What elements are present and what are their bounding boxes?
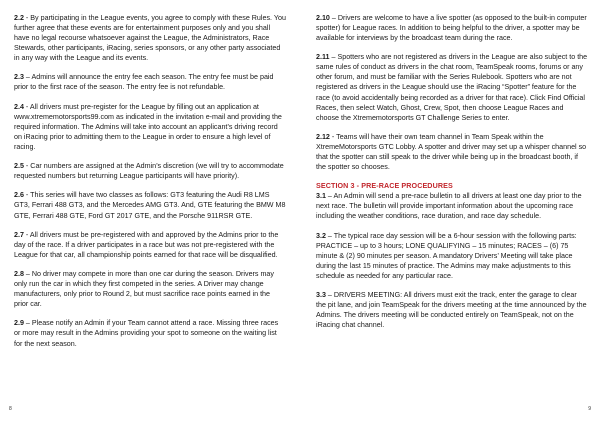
rule-text: - Car numbers are assigned at the Admin’s discretion (we will try to accommodate requested numbers but returning League participants will have priority).: [14, 162, 284, 181]
rule-2-4: [14, 102, 286, 152]
rule-2-6: [14, 190, 286, 220]
rule-3-2: [316, 231, 588, 281]
rule-text: – Admins will announce the entry fee each season. The entry fee must be paid prior to the first race of the season. The entry fee is not refundable.: [14, 73, 274, 92]
rule-3-1: [316, 191, 588, 221]
rule-2-12: [316, 132, 588, 172]
rule-number: 2.3: [14, 73, 24, 82]
rule-2-9: [14, 318, 286, 348]
page-number: 9: [588, 406, 591, 412]
rule-2-8: [14, 269, 286, 309]
rule-2-3: [14, 72, 286, 92]
rule-number: 2.4: [14, 102, 24, 111]
rule-number: 3.1: [316, 192, 326, 201]
rule-number: 3.3: [316, 291, 326, 300]
rule-number: 2.10: [316, 14, 330, 22]
rule-text: – Spotters who are not registered as drivers in the League are also subject to the same rules of conduct as drivers in the chat room, TeamSpeak rooms, forums or any other forum, and must be familiar with the Series Rulebook. Spotters who are not registered as drivers in the League should use the iRacing “Spotter” feature for the race (to avoid accidentally being recorded as a driver for that race). Click Find Official Races, then select Watch, Ghost, Crew, Spot, then choose League Races and choose the Xtrememotorsports GT Challenge Series to enter.: [316, 53, 588, 122]
rule-text: – Drivers are welcome to have a live spotter (as opposed to the built-in computer spotter) for League races. In addition to being helpful to the driver, a spotter may be available for interviews by the broadcast team during the race.: [316, 14, 587, 43]
rule-2-2: [14, 13, 286, 63]
rule-number: 2.12: [316, 132, 330, 141]
rule-2-5: [14, 161, 286, 181]
rule-text: – DRIVERS MEETING: All drivers must exit the track, enter the garage to clear the pit lane, and join TeamSpeak for the drivers meeting at the time announced by the Admins. The drivers meeting will be conducted entirely on TeamSpeak, not on the iRacing chat channel.: [316, 291, 587, 330]
section-heading: SECTION 3 - PRE-RACE PROCEDURES: [316, 182, 453, 191]
rule-text: - This series will have two classes as follows: GT3 featuring the Audi R8 LMS GT3, Ferrari 488 GT3, and the Mercedes AMG GT3. And, GTE featuring the BMW M8 GTE, Ferrari 488 GTE, Ford GT 2017 GTE, and the Porsche 911RSR GTE.: [14, 191, 286, 220]
rule-number: 2.6: [14, 191, 24, 200]
rule-number: 2.11: [316, 53, 330, 62]
rule-number: 2.7: [14, 230, 24, 239]
rule-text: – An Admin will send a pre-race bulletin to all drivers at least one day prior to the next race. The bulletin will provide important information about the upcoming race including the weather conditions, race duration, and race day schedule.: [316, 192, 582, 221]
rule-2-10: [316, 13, 588, 43]
rule-number: 2.5: [14, 162, 24, 171]
rule-number: 2.9: [14, 319, 24, 328]
rule-text: – No driver may compete in more than one car during the season. Drivers may only run the car in which they first competed in the series. A Driver may change manufacturers, only prior to Round 2, but must sacrifice race points earned in the prior car.: [14, 270, 274, 309]
rule-text: - All drivers must pre-register for the League by filling out an application at www.xtrememotorsports99.com as indicated in the invitation e-mail and providing the required information. The Admins will take into account an applicant’s driving record on iRacing prior to admitting them to the League in order to ensure a high level of racing.: [14, 102, 282, 151]
rule-number: 3.2: [316, 231, 326, 240]
rule-3-3: [316, 290, 588, 330]
rule-text: – Please notify an Admin if your Team cannot attend a race. Missing three races or more may result in the Admins providing your spot to someone on the waiting list for the next season.: [14, 319, 279, 348]
rule-text: - All drivers must be pre-registered with and approved by the Admins prior to the day of the race. If a driver participates in a race but was not pre-registered with the League for that car, all championship points earned for that race will be disqualified.: [14, 230, 279, 259]
rule-2-7: [14, 230, 286, 260]
rule-number: 2.2: [14, 14, 24, 22]
page-number: 8: [9, 406, 12, 412]
right-page: [300, 0, 600, 424]
rule-2-11: [316, 52, 588, 122]
left-text-column: [14, 13, 286, 358]
rule-text: - By participating in the League events, you agree to comply with these Rules. You further agree that these events are for entertainment purposes only and you shall have no legal recourse whatsoever against the League, the Administrators, Race Stewards, other participants, iRacing, series sponsors, or any other party associated in any way with the League and its events.: [14, 14, 286, 63]
rule-text: - Teams will have their own team channel in Team Speak within the XtremeMotorsports GTC Lobby. A spotter and driver may set up a whisper channel so that the spotter can still speak to the driver while being up in the broadcast booth, if the spotter so chooses.: [316, 132, 587, 171]
rule-number: 2.8: [14, 270, 24, 279]
right-text-column: [316, 13, 588, 339]
rule-text: – The typical race day session will be a 6-hour session with the following parts: PRACTICE – up to 3 hours; LONE QUALIFYING – 15 minutes; RACES – (6) 75 minute & (2) 90 minutes per season. A mandatory Drivers’ Meeting will take place during the last 15 minutes of practice. The Admins may make adjustments to this schedule as needed for any particular race.: [316, 231, 577, 280]
